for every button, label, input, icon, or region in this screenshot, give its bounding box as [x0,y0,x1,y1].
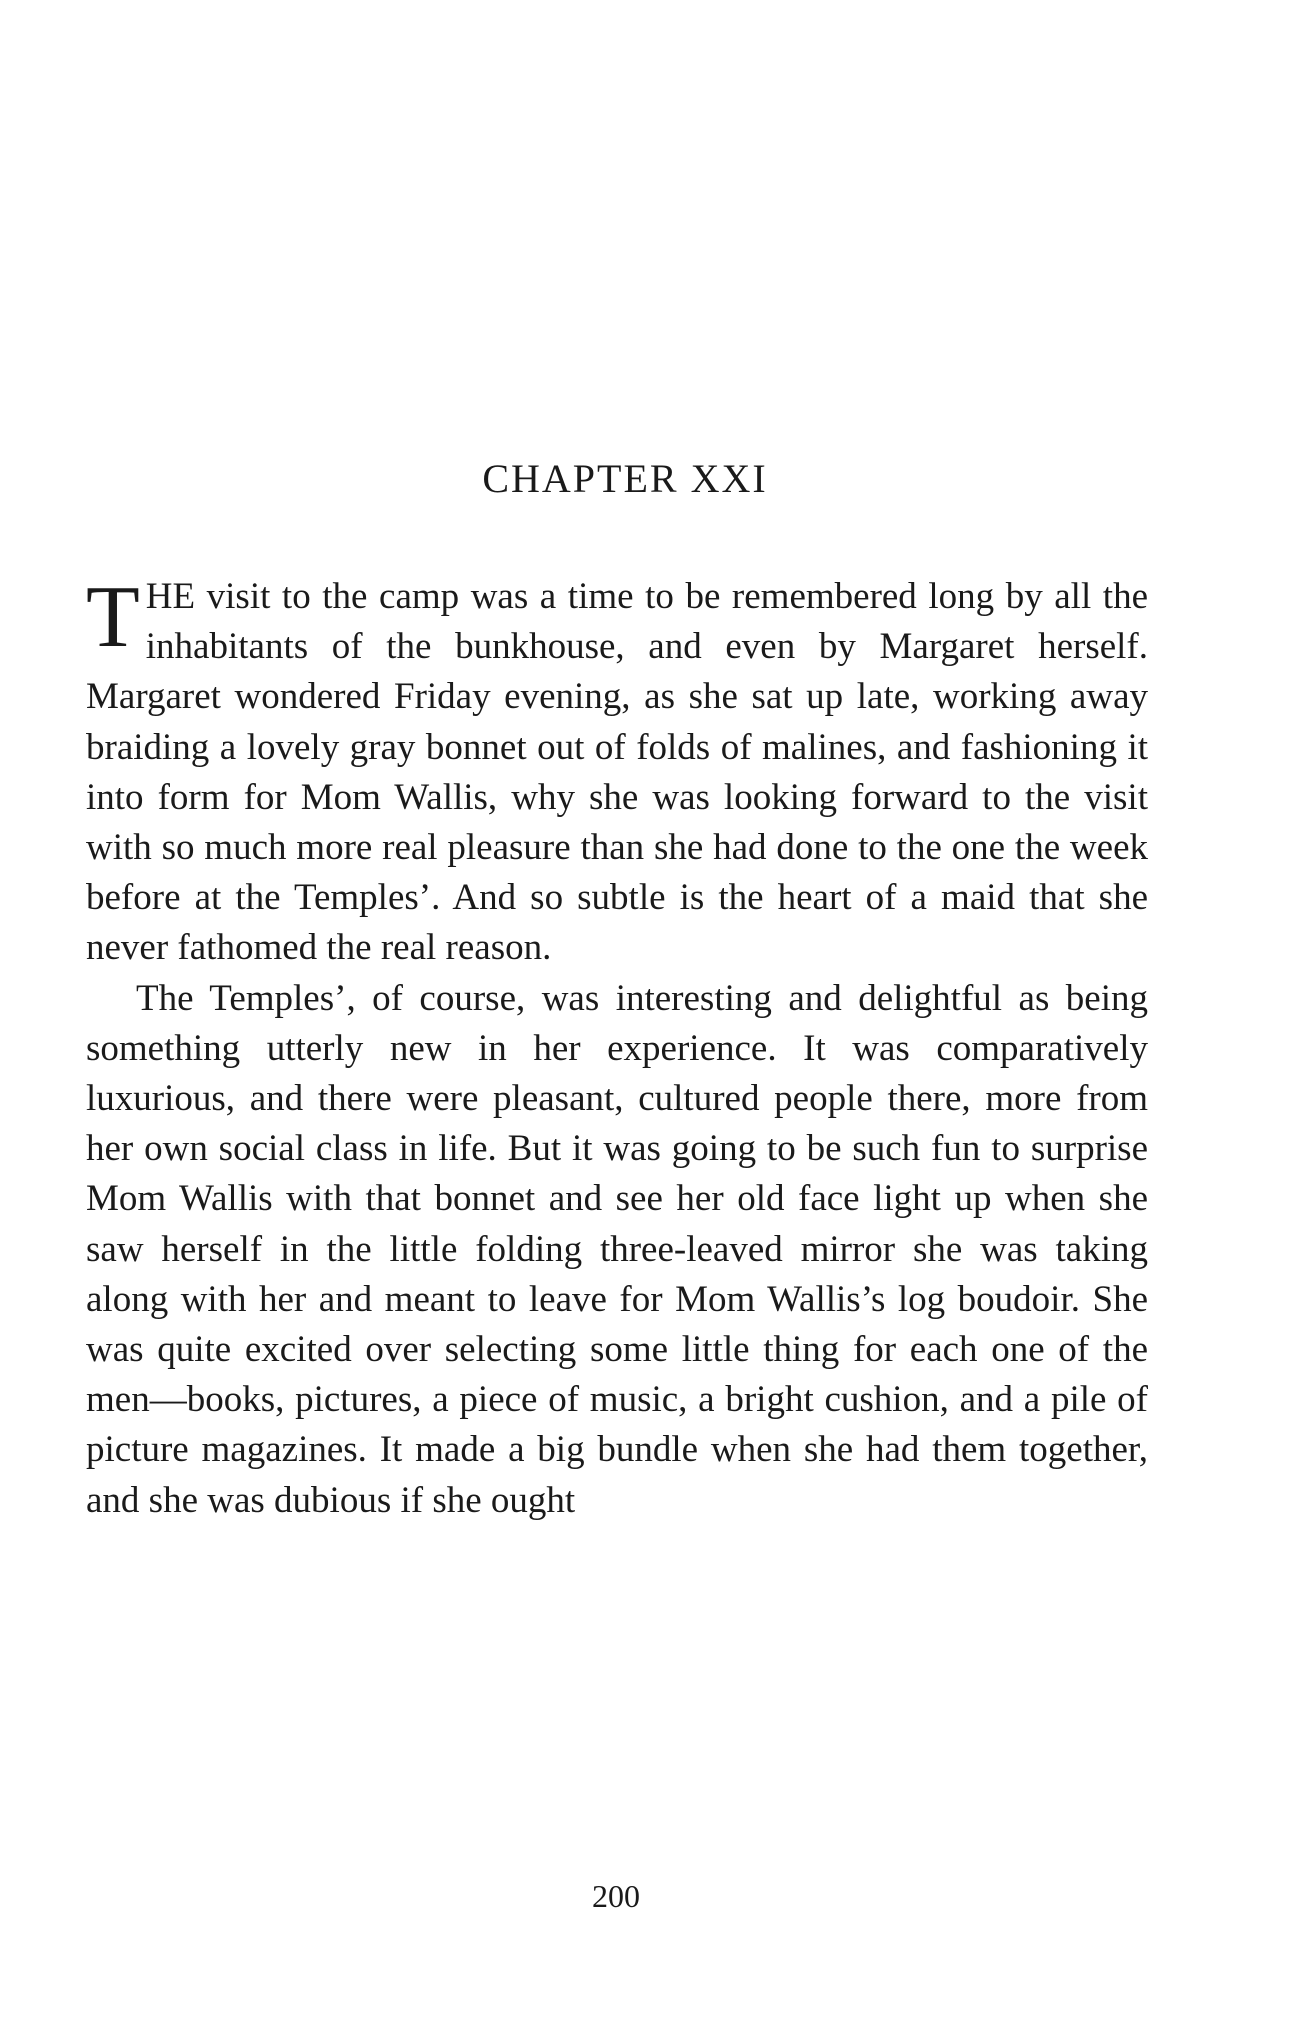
paragraph-1-text: HE visit to the camp was a time to be remembered long by all the inhabitants of the bunkhouse, and even by Margaret herself. Margaret wondered Friday evening, as she sat up late, working away braiding a lovely gray bonnet out of folds of malines, and fashioning it into form for Mom Wallis, why she was looking forward to the visit with so much more real pleasure than she had done to the one the week before at the Temples’. And so subtle is the heart of a maid that she never fathomed the real reason. [86,576,1148,969]
drop-cap-letter: T [86,569,140,666]
paragraph-2 [86,974,1148,1526]
paragraph-1 [86,569,1148,974]
page-number: 200 [592,1878,640,1914]
chapter-heading: CHAPTER XXI [482,456,768,501]
chapter-body [86,569,1148,1526]
paragraph-2-text: The Temples’, of course, was interesting and delightful as being something utterly new in her experience. It was comparatively luxurious, and there were pleasant, cultured people there, more from her own social class in life. But it was going to be such fun to surprise Mom Wallis with that bonnet and see her old face light up when she saw herself in the little folding three-leaved mirror she was taking along with her and meant to leave for Mom Wallis’s log boudoir. She was quite excited over selecting some little thing for each one of the men—books, pictures, a piece of music, a bright cushion, and a pile of picture magazines. It made a big bundle when she had them together, and she was dubious if she ought [86,977,1148,1521]
